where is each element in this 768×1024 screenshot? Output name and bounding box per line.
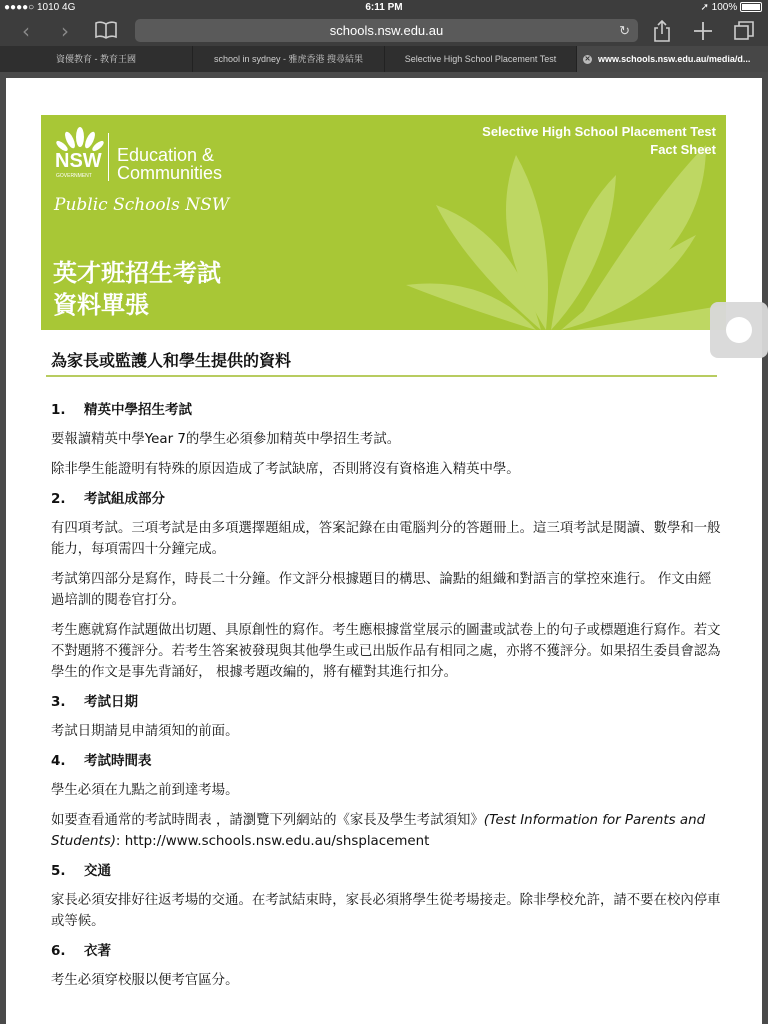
section-number: 4.: [51, 753, 66, 769]
section-2: [51, 489, 721, 683]
battery-percent: 100%: [711, 2, 738, 13]
paragraph: 考試第四部分是寫作，時長二十分鐘。作文評分根據題目的構思、論點的組織和對語言的掌控來進行。 作文由經過培訓的閱卷官打分。: [51, 572, 712, 608]
back-icon[interactable]: ‹: [22, 19, 30, 43]
section-heading: [51, 751, 721, 772]
section-heading: [51, 941, 721, 962]
close-tab-icon[interactable]: ✕: [584, 56, 591, 64]
section-title: 衣著: [84, 943, 111, 959]
section-heading: [51, 400, 721, 421]
tab-2[interactable]: [193, 46, 385, 72]
tab-strip: [0, 46, 768, 72]
assistive-touch-button[interactable]: [710, 302, 768, 358]
section-6: [51, 941, 721, 991]
header-banner: [41, 115, 726, 330]
heading-rule: [46, 375, 717, 377]
paragraph: 考生必須穿校服以便考官區分。: [51, 973, 239, 988]
section-5: [51, 861, 721, 932]
tabs-overview-icon[interactable]: [733, 20, 755, 46]
edu-line2: Communities: [117, 163, 223, 183]
public-schools-nsw: Public Schools NSW: [54, 195, 230, 215]
section-heading: [51, 861, 721, 882]
edu-communities-wordmark: [117, 146, 222, 182]
new-tab-icon[interactable]: [692, 20, 714, 46]
banner-chinese-title: [53, 257, 221, 321]
banner-title-line1: Selective High School Placement Test: [482, 124, 716, 139]
paragraph: 要報讀精英中學Year 7的學生必須參加精英中學招生考試。: [51, 432, 401, 447]
url-text: schools.nsw.edu.au: [329, 23, 444, 38]
banner-zh-line2: 資料單張: [53, 291, 149, 319]
government-label: GOVERNMENT: [56, 173, 92, 179]
tab-label: 資優教育 - 教育王國: [56, 54, 136, 64]
paragraph: 除非學生能證明有特殊的原因造成了考試缺席，否則將沒有資格進入精英中學。: [51, 462, 520, 477]
section-number: 6.: [51, 943, 66, 959]
logo-divider: [108, 133, 109, 181]
clock: 6:11 PM: [365, 2, 403, 13]
section-title: 考試組成部分: [84, 491, 165, 507]
battery-indicator: [700, 2, 762, 13]
tab-4-active[interactable]: [577, 46, 768, 72]
tab-3[interactable]: [385, 46, 577, 72]
banner-title-line2: Fact Sheet: [650, 142, 716, 157]
section-4: [51, 751, 721, 852]
reload-icon[interactable]: ↻: [619, 23, 630, 38]
paragraph: 學生必須在九點之前到達考場。: [51, 783, 239, 798]
section-number: 5.: [51, 863, 66, 879]
section-title: 交通: [84, 863, 111, 879]
edu-line1: Education &: [117, 145, 215, 165]
shsplacement-url[interactable]: : http://www.schools.nsw.edu.au/shsplacement: [115, 834, 430, 849]
paragraph: 考生應就寫作試題做出切題、具原創性的寫作。考生應根據當堂展示的圖畫或試卷上的句子或標題進行寫作。若文不對題將不獲評分。若考生答案被發現與其他學生或已出版作品有相同之處，亦將不獲評分。如果招生委員會認為學生的作文是事先背誦好， 根據考題改編的，將有權對其進行扣分。: [51, 623, 721, 680]
section-title: 考試時間表: [84, 753, 152, 769]
location-icon: ➚: [700, 2, 709, 13]
tab-label: www.schools.nsw.edu.au/media/d...: [598, 54, 751, 64]
address-bar[interactable]: [135, 19, 638, 42]
banner-zh-line1: 英才班招生考試: [53, 259, 221, 287]
link-para-pre: 如要查看通常的考試時間表 ，請瀏覽下列網站的《家長及學生考試須知》: [51, 813, 484, 828]
section-heading: [51, 489, 721, 510]
section-heading: [51, 692, 721, 713]
section-number: 1.: [51, 402, 66, 418]
tab-label: school in sydney - 雅虎香港 搜尋結果: [213, 54, 364, 64]
paragraph-with-link: [51, 810, 721, 852]
section-number: 2.: [51, 491, 66, 507]
forward-icon[interactable]: ›: [61, 19, 69, 43]
nsw-wordmark: NSW: [55, 150, 102, 172]
browser-toolbar: [0, 16, 768, 46]
intro-heading: 為家長或監護人和學生提供的資料: [51, 351, 292, 370]
link-para-italic: (Test Information for Parents and Students): [51, 813, 706, 849]
status-bar: [0, 0, 768, 16]
carrier-signal: ●●●●○ 1010 4G: [4, 2, 76, 13]
paragraph: 有四項考試。三項考試是由多項選擇題組成，答案記錄在由電腦判分的答題冊上。這三項考試是閱讀、數學和一般能力，每項需四十分鐘完成。: [51, 521, 721, 557]
battery-icon: [740, 2, 762, 12]
tab-1[interactable]: [0, 46, 193, 72]
section-3: [51, 692, 721, 742]
section-1: [51, 400, 721, 480]
tab-label: Selective High School Placement Test: [404, 54, 557, 64]
section-number: 3.: [51, 694, 66, 710]
paragraph: 考試日期請見申請須知的前面。: [51, 724, 239, 739]
paragraph: 家長必須安排好往返考場的交通。在考試結束時，家長必須將學生從考場接走。除非學校允許，請不要在校內停車或等候。: [51, 893, 721, 929]
assistive-touch-icon: [726, 317, 752, 343]
section-title: 精英中學招生考試: [84, 402, 192, 418]
bookmarks-icon[interactable]: [94, 20, 118, 44]
document-content: [51, 400, 721, 1000]
pdf-page: [6, 78, 762, 1024]
section-title: 考試日期: [84, 694, 138, 710]
nsw-logo: [53, 125, 107, 187]
banner-title: [482, 123, 716, 159]
share-icon[interactable]: [653, 20, 671, 46]
